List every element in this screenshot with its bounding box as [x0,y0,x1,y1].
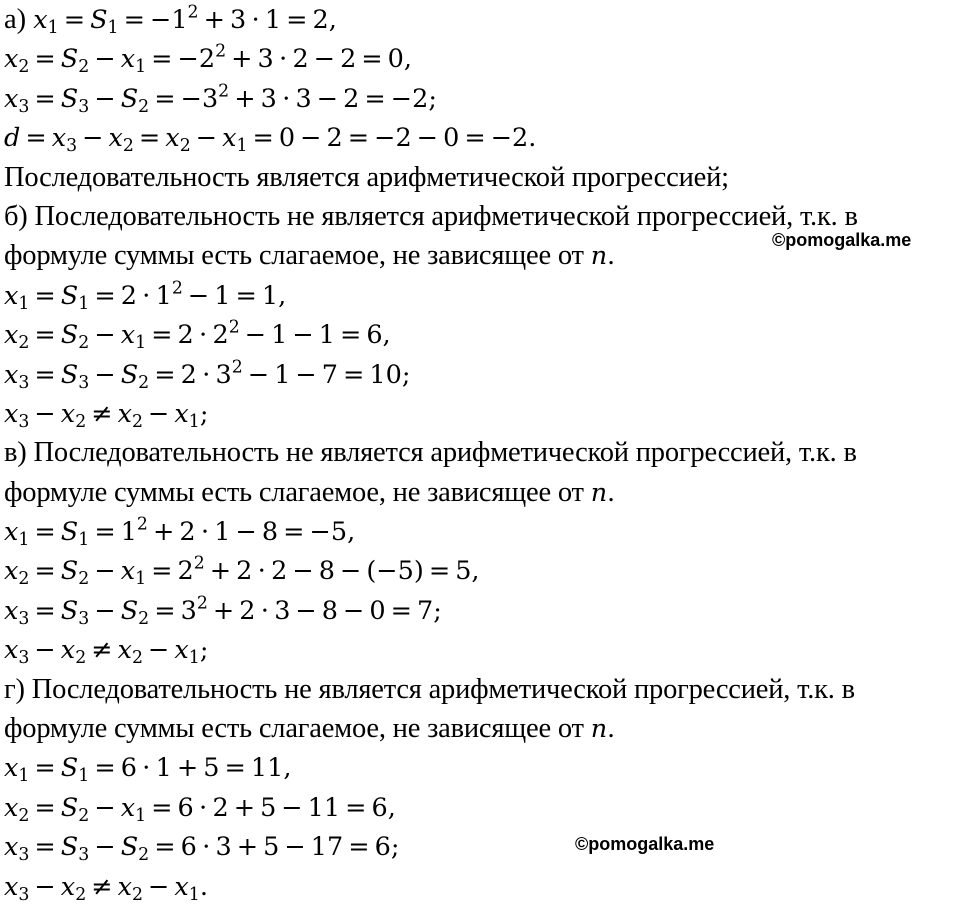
formula: $x_1 = S_1 = -1^2 + 3 \cdot 1 = 2$, [33,2,337,38]
part-a-line-2 [4,39,960,78]
part-b-text-2: формуле суммы есть слагаемое, не зависящее от [4,240,584,272]
part-b-line-4 [4,315,960,354]
watermark: ©pomogalka.me [575,834,715,854]
formula: $x_1 = S_1 = 6 \cdot 1 + 5 = 11$, [4,753,292,787]
part-g-text-1: Последовательность не является арифметической прогрессией, т.к. в [31,673,855,705]
part-g-line-3 [4,748,960,787]
part-g-line-2: формуле суммы есть слагаемое, не зависящее от n. [4,713,615,745]
watermark: ©pomogalka.me [772,230,912,250]
part-a-conclusion: Последовательность является арифметической прогрессией; [4,161,729,193]
formula: $x_3 = S_3 - S_2 = 2 \cdot 3^2 - 1 - 7 = 10$; [4,357,411,393]
part-v-line-4 [4,551,960,590]
part-g-line-5 [4,827,960,866]
solution-document [4,0,960,906]
part-a-line-4 [4,118,960,157]
formula: $x_3 = S_3 - S_2 = -3^2 + 3 \cdot 3 - 2 = -2$; [4,81,437,117]
part-v-label: в) [4,437,27,469]
formula: $d = x_3 - x_2 = x_2 - x_1 = 0 - 2 = -2 - 0 = -2$. [4,123,537,157]
part-b-var: n [590,241,607,272]
part-b-line-2: формуле суммы есть слагаемое, не зависящее от n. [4,240,615,272]
part-a-line-1 [4,0,960,39]
part-v-var: n [590,477,607,508]
formula: $x_1 = S_1 = 2 \cdot 1^2 - 1 = 1$, [4,278,287,314]
part-a-line-3 [4,79,960,118]
part-b-line-5 [4,355,960,394]
formula: $x_2 = S_2 - x_1 = 6 \cdot 2 + 5 - 11 = 6$, [4,792,396,826]
part-b-line-3 [4,276,960,315]
formula: $x_2 = S_2 - x_1 = 2 \cdot 2^2 - 1 - 1 = 6$, [4,317,391,353]
part-v-line-6 [4,630,960,669]
part-g-line-6 [4,867,960,906]
part-b-text-1: Последовательность не является арифметической прогрессией, т.к. в [34,200,858,232]
part-g-line-1 [4,670,960,709]
part-v-line-2: формуле суммы есть слагаемое, не зависящее от n. [4,476,615,508]
formula: $x_3 - x_2 \ne x_2 - x_1$; [4,398,209,432]
part-v-line-1 [4,433,960,472]
part-g-text-2: формуле суммы есть слагаемое, не зависящее от [4,713,584,745]
part-g-line-4 [4,788,960,827]
formula: $x_3 = S_3 - S_2 = 6 \cdot 3 + 5 - 17 = 6$; [4,832,400,866]
formula: $x_1 = S_1 = 1^2 + 2 \cdot 1 - 8 = -5$, [4,514,356,550]
formula: $x_3 - x_2 \ne x_2 - x_1$. [4,871,208,905]
part-b-label: б) [4,200,28,232]
part-v-text-1: Последовательность не является арифметической прогрессией, т.к. в [33,437,857,469]
formula: $x_2 = S_2 - x_1 = 2^2 + 2 \cdot 2 - 8 - (-5) = 5$, [4,554,480,590]
part-v-line-5 [4,591,960,630]
formula: $x_3 - x_2 \ne x_2 - x_1$; [4,635,209,669]
part-v-line-3 [4,512,960,551]
part-b-line-6 [4,394,960,433]
part-v-text-2: формуле суммы есть слагаемое, не зависящее от [4,476,584,508]
formula: $x_3 = S_3 - S_2 = 3^2 + 2 \cdot 3 - 8 - 0 = 7$; [4,593,442,629]
part-g-var: n [590,714,607,745]
part-g-label: г) [4,673,25,705]
part-a-label: а) [4,4,27,35]
formula: $x_2 = S_2 - x_1 = -2^2 + 3 \cdot 2 - 2 = 0$, [4,42,413,78]
